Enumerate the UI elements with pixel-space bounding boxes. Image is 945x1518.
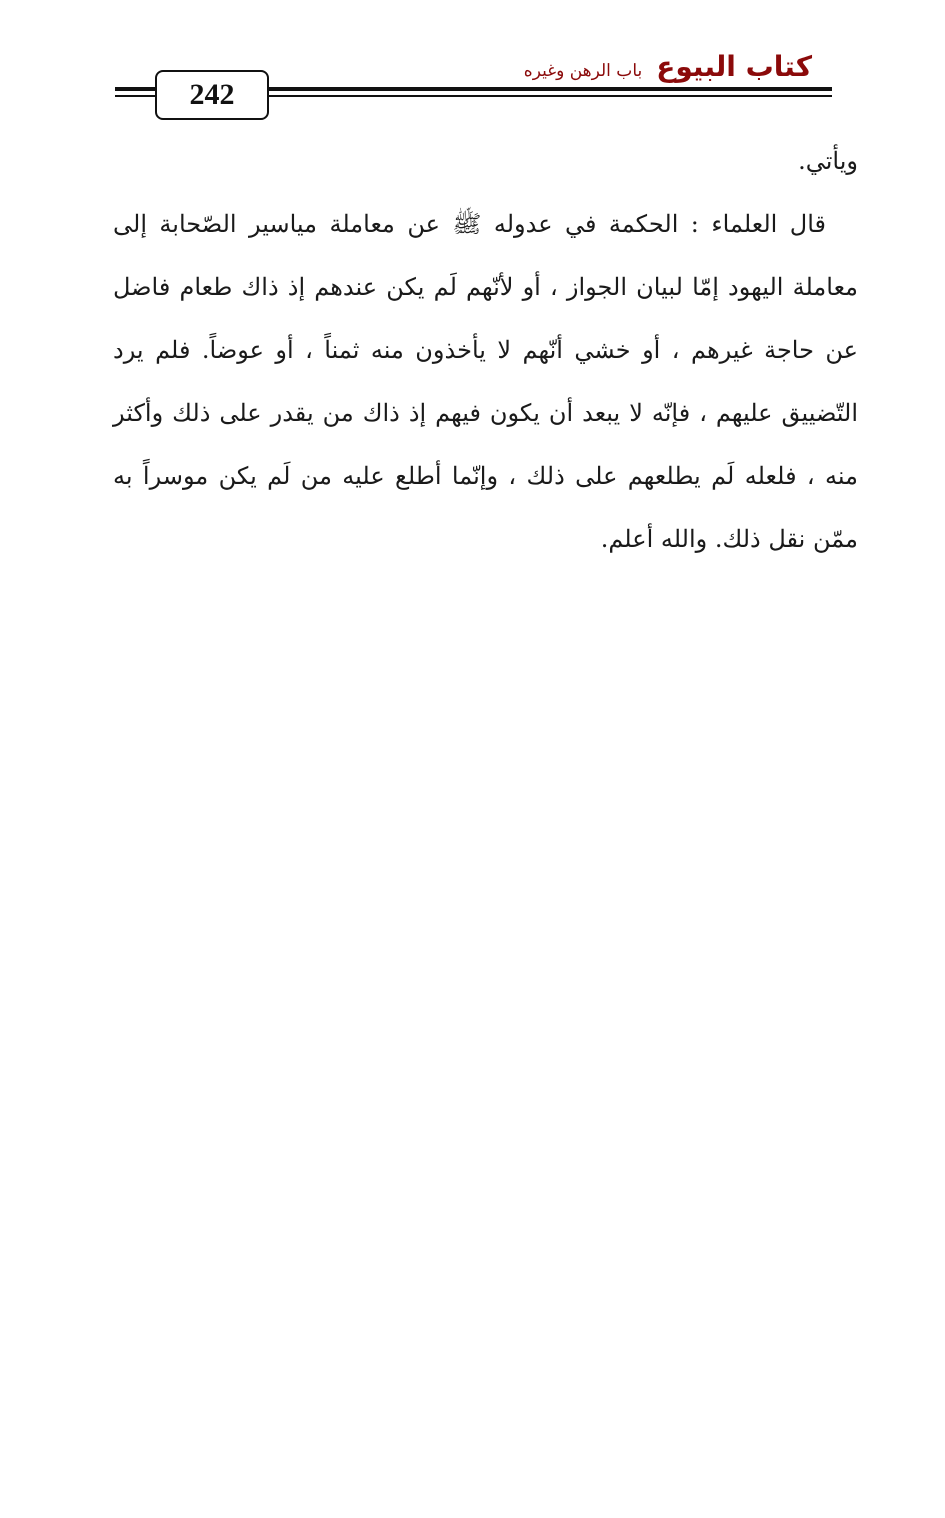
- paragraph-scholars-wisdom: قال العلماء : الحكمة في عدوله ﷺ عن معاملة مياسير الصّحابة إلى معاملة اليهود إمّا لبيان الجواز ، أو لأنّهم لَم يكن عندهم إذ ذاك طعام فاضل عن حاجة غيرهم ، أو خشي أنّهم لا يأخذون منه ثمناً ، أو عوضاً. فلم يرد التّضييق عليهم ، فإنّه لا يبعد أن يكون فيهم إذ ذاك من يقدر على ذلك وأكثر منه ، فلعله لَم يطلعهم على ذلك ، وإنّما أطلع عليه من لَم يكن موسراً به ممّن نقل ذلك. والله أعلم.: [113, 210, 858, 553]
- book-title: كتاب البيوع: [656, 50, 812, 83]
- page-number: 242: [155, 70, 269, 120]
- body-text: [113, 130, 858, 571]
- page-header: [0, 0, 945, 130]
- chapter-title: باب الرهن وغيره: [523, 61, 643, 81]
- running-header: [524, 50, 812, 83]
- paragraph-continuation: ويأتي.: [798, 147, 858, 175]
